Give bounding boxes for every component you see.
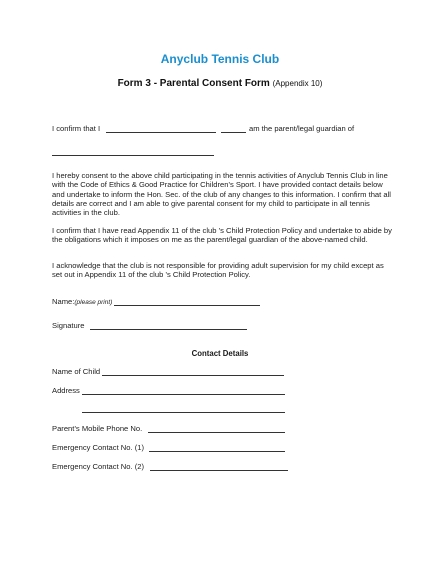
signature-label: Signature [52,321,85,330]
form-title [0,78,440,89]
child-name-label: Name of Child [52,367,101,376]
emergency-contact-1-label: Emergency Contact No. (1) [52,443,145,452]
emergency-contact-2-line[interactable] [150,470,288,471]
appendix-label: (Appendix 10) [272,79,323,88]
name-input-line[interactable] [114,305,260,306]
address-label: Address [52,386,80,395]
policy-paragraph: I confirm that I have read Appendix 11 of the club ’s Child Protection Policy and undertake to abide by the obligations which it imposes on me as the parent/legal guardian of the above-named child. [52,226,392,245]
emergency-contact-2-label: Emergency Contact No. (2) [52,462,145,471]
guardian-extra-line[interactable] [221,132,246,133]
signature-input-line[interactable] [90,329,247,330]
mobile-label: Parent’s Mobile Phone No. [52,424,143,433]
please-print-note: (please print) [74,299,113,306]
child-name-line[interactable] [52,155,214,156]
address-line-2[interactable] [82,412,285,413]
contact-heading: Contact Details [191,349,249,358]
form-title-text: Form 3 - Parental Consent Form [117,78,270,89]
name-field-label [52,297,112,307]
consent-paragraph: I hereby consent to the above child participating in the tennis activities of Anyclub Tennis Club in line with the Code of Ethics & Good Practice for Children’s Sport. I have provided contact details below and undertake to inform the Hon. Sec. of the club of any changes to this information. I confirm that all details are correct and I am able to give parental consent for my child to participate in all tennis activities in the club. [52,171,391,218]
mobile-input-line[interactable] [148,432,285,433]
supervision-paragraph: I acknowledge that the club is not responsible for providing adult supervision for my child except as set out in Appendix 11 of the club ’s Child Protection Policy. [52,261,384,280]
child-name-input-line[interactable] [102,375,284,376]
name-label: Name: [52,297,75,306]
address-line-1[interactable] [82,394,285,395]
guardian-name-line[interactable] [106,132,216,133]
confirm-suffix: am the parent/legal guardian of [249,124,355,133]
emergency-contact-1-line[interactable] [149,451,285,452]
confirm-prefix: I confirm that I [52,124,101,133]
club-title: Anyclub Tennis Club [160,52,280,66]
